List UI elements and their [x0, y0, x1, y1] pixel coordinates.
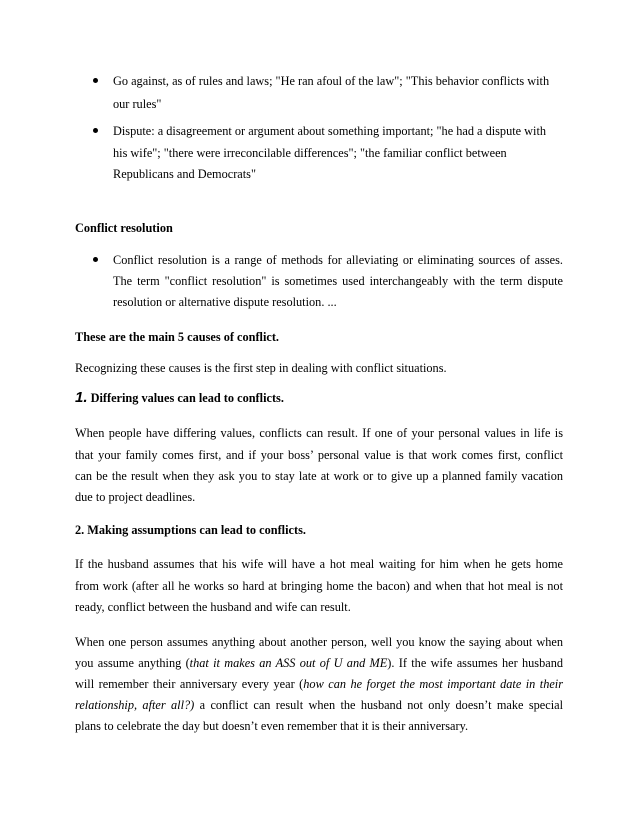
bullet-marker: [93, 128, 98, 133]
section-2-p1-line-3: ready, conflict between the husband and wife can result.: [75, 600, 351, 614]
p2-line2-a: you assume anything (: [75, 656, 190, 670]
bullet-marker: [93, 257, 98, 262]
p2-line4-b: a conflict can result when the husband not only doesn’t make special: [194, 698, 564, 712]
section-2-heading: 2. Making assumptions can lead to conflicts.: [75, 523, 306, 537]
section-1-heading: [75, 391, 563, 405]
conflict-resolution-line-3: resolution or alternative dispute resolution. ...: [113, 295, 337, 309]
section-2-p1-line-1: If the husband assumes that his wife will have a hot meal waiting for him when he gets home: [75, 557, 563, 571]
section-2-p2-line-2: [75, 656, 563, 670]
conflict-resolution-heading: Conflict resolution: [75, 221, 173, 235]
p2-line3-italic: how can he forget the most important date in their: [303, 677, 564, 691]
section-2-p2-line-4: [75, 698, 563, 712]
bullet-2-line-2: his wife"; "there were irreconcilable differences"; "the familiar conflict between: [113, 146, 507, 160]
p2-line4-italic: relationship, after all?): [75, 698, 195, 712]
causes-heading: These are the main 5 causes of conflict.: [75, 330, 280, 344]
p2-line2-italic: that it makes an ASS out of U and ME: [189, 656, 388, 670]
bullet-marker: [93, 78, 98, 83]
p2-line2-b: ). If the wife assumes her husband: [387, 656, 563, 670]
section-1-line-4: due to project deadlines.: [75, 490, 196, 504]
section-2-p2-line-1: When one person assumes anything about another person, well you know the saying about when: [75, 635, 563, 649]
section-2-p2-line-3: [75, 677, 563, 691]
bullet-2-line-1: Dispute: a disagreement or argument about something important; "he had a dispute with: [113, 124, 547, 138]
bullet-2-line-3: Republicans and Democrats": [113, 167, 256, 181]
bullet-1-line-1: Go against, as of rules and laws; "He ran afoul of the law"; "This behavior conflicts with: [113, 74, 550, 88]
conflict-resolution-line-2: The term "conflict resolution" is sometimes used interchangeably with the term dispute: [113, 274, 563, 288]
section-1-line-1: When people have differing values, conflicts can result. If one of your personal values in life is: [75, 426, 563, 440]
section-2-p1-line-2: from work (after all he works so hard at bringing home the bacon) and when that hot meal is not: [75, 579, 563, 593]
bullet-1-line-2: our rules": [113, 97, 162, 111]
section-1-line-3: can be the result when they ask you to stay late at work or to give up a planned family vacation: [75, 469, 563, 483]
causes-intro: Recognizing these causes is the first step in dealing with conflict situations.: [75, 361, 447, 375]
section-1-title: Differing values can lead to conflicts.: [87, 391, 284, 405]
conflict-resolution-line-1: Conflict resolution is a range of methods for alleviating or eliminating sources of asses.: [113, 253, 563, 267]
section-1-number: 1.: [75, 389, 88, 406]
section-2-p2-line-5: plans to celebrate the day but doesn’t even remember that it is their anniversary.: [75, 719, 469, 733]
p2-line3-a: will remember their anniversary every year (: [75, 677, 304, 691]
section-1-line-2: that your family comes first, and if your boss’ personal value is that work comes first, conflict: [75, 448, 563, 462]
